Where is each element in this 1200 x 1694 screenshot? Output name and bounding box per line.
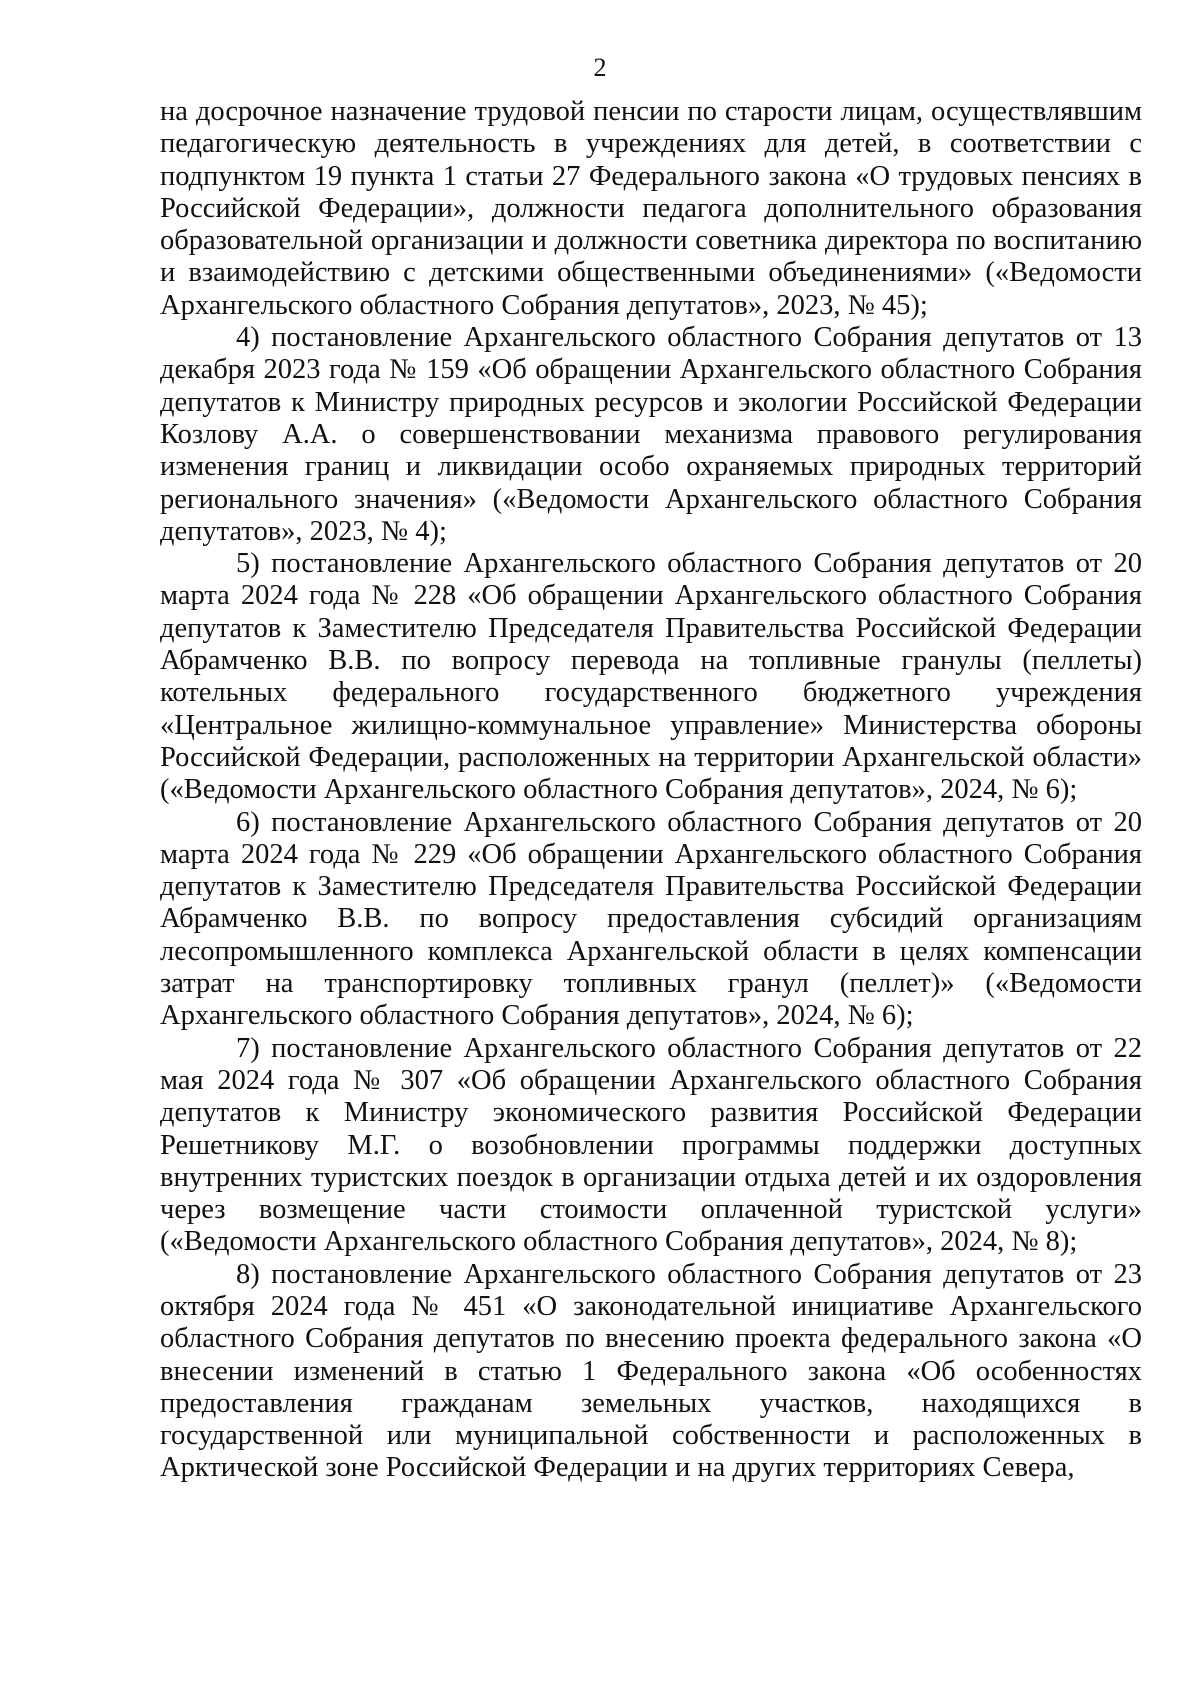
paragraph-item-5: 5) постановление Архангельского областного Собрания депутатов от 20 марта 2024 года № 228 «Об обращении Архангельского областного Собрания депутатов к Заместителю Председателя Правительства Российской Федерации Абрамченко В.В. по вопросу перевода на топливные гранулы (пеллеты) котельных федерального государственного бюджетного учреждения «Центральное жилищно-коммунальное управление» Министерства обороны Российской Федерации, расположенных на территории Архангельской области» («Ведомости Архангельского областного Собрания депутатов», 2024, № 6); [160, 548, 1142, 806]
paragraph-item-7: 7) постановление Архангельского областного Собрания депутатов от 22 мая 2024 года № 307 «Об обращении Архангельского областного Собрания депутатов к Министру экономического развития Российской Федерации Решетникову М.Г. о возобновлении программы поддержки доступных внутренних туристских поездок в организации отдыха детей и их оздоровления через возмещение части стоимости оплаченной туристской услуги» («Ведомости Архангельского областного Собрания депутатов», 2024, № 8); [160, 1032, 1142, 1258]
paragraph-item-4: 4) постановление Архангельского областного Собрания депутатов от 13 декабря 2023 года № 159 «Об обращении Архангельского областного Собрания депутатов к Министру природных ресурсов и экологии Российской Федерации Козлову А.А. о совершенствовании механизма правового регулирования изменения границ и ликвидации особо охраняемых природных территорий регионального значения» («Ведомости Архангельского областного Собрания депутатов», 2023, № 4); [160, 322, 1142, 547]
paragraph-continuation: на досрочное назначение трудовой пенсии по старости лицам, осуществлявшим педагогическую деятельность в учреждениях для детей, в соответствии с подпунктом 19 пункта 1 статьи 27 Федерального закона «О трудовых пенсиях в Российской Федерации», должности педагога дополнительного образования образовательной организации и должности советника директора по воспитанию и взаимодействию с детскими общественными объединениями» («Ведомости Архангельского областного Собрания депутатов», 2023, № 45); [160, 96, 1142, 321]
paragraph-item-6: 6) постановление Архангельского областного Собрания депутатов от 20 марта 2024 года № 229 «Об обращении Архангельского областного Собрания депутатов к Заместителю Председателя Правительства Российской Федерации Абрамченко В.В. по вопросу предоставления субсидий организациям лесопромышленного комплекса Архангельской области в целях компенсации затрат на транспортировку топливных гранул (пеллет)» («Ведомости Архангельского областного Собрания депутатов», 2024, № 6); [160, 806, 1142, 1032]
document-body [160, 96, 1142, 1485]
paragraph-item-8: 8) постановление Архангельского областного Собрания депутатов от 23 октября 2024 года № 451 «О законодательной инициативе Архангельского областного Собрания депутатов по внесению проекта федерального закона «О внесении изменений в статью 1 Федерального закона «Об особенностях предоставления гражданам земельных участков, находящихся в государственной или муниципальной собственности и расположенных в Арктической зоне Российской Федерации и на других территориях Севера, [160, 1258, 1142, 1484]
page-number: 2 [593, 53, 607, 82]
